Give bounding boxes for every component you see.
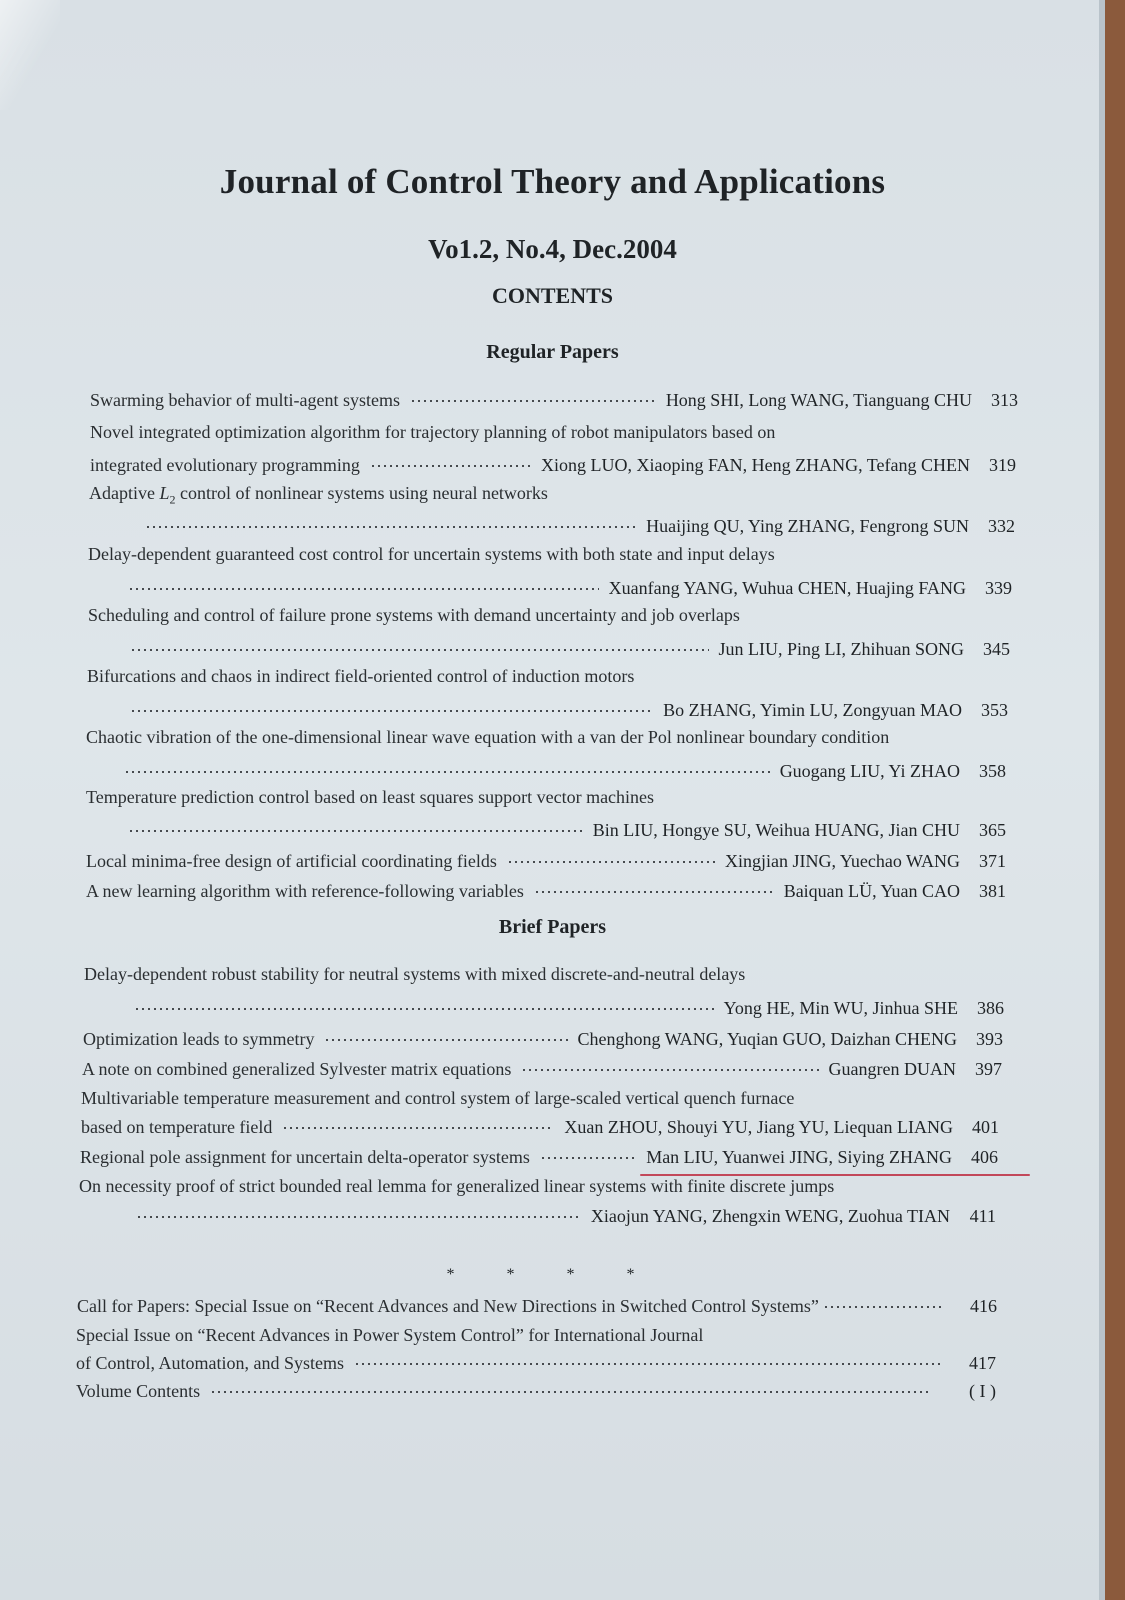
entry-page: 386 [977,998,1004,1018]
toc-entry [90,455,1016,476]
leader-dots [124,770,770,774]
entry-page: 332 [988,516,1015,536]
entry-authors: Yong HE, Min WU, Jinhua SHE [723,998,958,1018]
toc-entry [136,1206,996,1227]
leader-dots [134,1007,714,1011]
toc-entry [76,1353,996,1374]
leader-dots [145,525,636,529]
toc-entry-title-line [79,1176,834,1197]
entry-page: 393 [976,1029,1003,1049]
entry-page: ( I ) [969,1381,996,1401]
leader-dots [130,709,653,713]
toc-entry [128,820,1006,841]
entry-authors: Bin LIU, Hongye SU, Weihua HUANG, Jian CHU [592,820,960,840]
entry-page: 365 [979,820,1006,840]
entry-authors: Xiaojun YANG, Zhengxin WENG, Zuohua TIAN [590,1206,950,1226]
entry-title: A new learning algorithm with reference-following variables [86,881,524,901]
leader-dots [354,1362,940,1366]
toc-entry-title-line [86,787,654,808]
toc-entry-title-line [81,1088,794,1109]
entry-page: 411 [969,1206,996,1226]
toc-entry [76,1381,996,1402]
toc-entry [124,761,1006,782]
entry-title: Optimization leads to symmetry [83,1029,315,1049]
toc-entry [81,1117,999,1138]
entry-title: Scheduling and control of failure prone systems with demand uncertainty and job overlaps [88,605,740,625]
entry-title-continued: of Control, Automation, and Systems [76,1353,344,1373]
contents-heading: CONTENTS [491,283,614,308]
entry-page: 381 [979,881,1006,901]
toc-entry [145,516,1015,537]
leader-dots [521,1068,818,1072]
toc-entry [80,1147,998,1168]
entry-page: 416 [970,1296,997,1316]
entry-title-continued: based on temperature field [81,1117,273,1137]
entry-page: 417 [969,1353,996,1373]
entry-title: Swarming behavior of multi-agent systems [90,390,400,410]
toc-entry [82,1059,1002,1080]
journal-title: Journal of Control Theory and Applications [219,162,886,201]
leader-dots [370,464,531,468]
entry-page: 401 [972,1117,999,1137]
leader-dots [128,829,583,833]
entry-title: Volume Contents [76,1381,201,1401]
entry-title: Regional pole assignment for uncertain delta-operator systems [80,1147,530,1167]
toc-entry [90,390,1018,411]
entry-authors: Bo ZHANG, Yimin LU, Zongyuan MAO [663,700,962,720]
toc-entry [134,998,1004,1019]
leader-dots [130,648,709,652]
toc-entry-title-line [89,483,548,508]
leader-dots [136,1215,581,1219]
toc-entry-title-line [76,1325,703,1346]
toc-entry [86,851,1006,872]
leader-dots [823,1305,941,1309]
toc-entry [77,1296,997,1317]
entry-page: 358 [979,761,1006,781]
entry-title: Temperature prediction control based on least squares support vector machines [86,787,655,807]
toc-entry [130,700,1008,721]
entry-authors: Guangren DUAN [828,1059,956,1079]
entry-authors: Chenghong WANG, Yuqian GUO, Daizhan CHENG [577,1029,957,1049]
section-separator: * * * * [446,1266,659,1283]
entry-page: 345 [983,639,1010,659]
entry-title: On necessity proof of strict bounded real lemma for generalized linear systems with finite discrete jumps [79,1176,835,1196]
regular-papers-heading: Regular Papers [486,341,619,363]
entry-title: Multivariable temperature measurement and control system of large-scaled vertical quench furnace [81,1088,795,1108]
entry-authors: Xiong LUO, Xiaoping FAN, Heng ZHANG, Tefang CHEN [540,455,970,475]
toc-entry-title-line [87,666,634,687]
leader-dots [540,1156,636,1160]
entry-page: 371 [979,851,1006,871]
entry-title: Delay-dependent guaranteed cost control for uncertain systems with both state and input delays [88,544,775,564]
entry-title: Bifurcations and chaos in indirect field-oriented control of induction motors [87,666,635,686]
entry-title: Delay-dependent robust stability for neutral systems with mixed discrete-and-neutral delays [84,964,746,984]
entry-authors: Guogang LIU, Yi ZHAO [779,761,960,781]
entry-page: 406 [971,1147,998,1167]
entry-authors: Baiquan LÜ, Yuan CAO [783,881,960,901]
entry-title: Call for Papers: Special Issue on “Recent Advances and New Directions in Switched Control Systems” [77,1296,819,1316]
entry-title: Special Issue on “Recent Advances in Power System Control” for International Journal [76,1325,704,1345]
toc-entry [130,639,1010,660]
entry-authors: Xingjian JING, Yuechao WANG [725,851,960,871]
entry-page: 339 [985,578,1012,598]
toc-entry-title-line [84,964,745,985]
entry-title: Novel integrated optimization algorithm for trajectory planning of robot manipulators based on [90,422,776,442]
toc-entry-title-line [90,422,775,443]
entry-title: A note on combined generalized Sylvester matrix equations [82,1059,512,1079]
brief-papers-heading: Brief Papers [498,916,607,938]
toc-entry-title-line [88,544,775,565]
entry-authors: Xuanfang YANG, Wuhua CHEN, Huajing FANG [608,578,966,598]
entry-page: 397 [975,1059,1002,1079]
entry-page: 313 [991,390,1018,410]
toc-entry [86,881,1006,902]
entry-authors: Hong SHI, Long WANG, Tianguang CHU [665,390,972,410]
entry-authors: Xuan ZHOU, Shouyi YU, Jiang YU, Liequan LIANG [564,1117,953,1137]
entry-authors: Huaijing QU, Ying ZHANG, Fengrong SUN [646,516,969,536]
toc-entry [83,1029,1003,1050]
leader-dots [534,890,774,894]
entry-title: Local minima-free design of artificial coordinating fields [86,851,497,871]
entry-authors-underlined: Man LIU, Yuanwei JING, Siying ZHANG [646,1147,952,1167]
issue-line: Vo1.2, No.4, Dec.2004 [428,234,677,264]
toc-entry-title-line [88,605,740,626]
entry-page: 353 [981,700,1008,720]
entry-title: Chaotic vibration of the one-dimensional linear wave equation with a van der Pol nonlinear boundary condition [86,727,890,747]
entry-page: 319 [989,455,1016,475]
leader-dots [324,1038,567,1042]
leader-dots [210,1390,932,1394]
leader-dots [282,1126,554,1130]
entry-title: Adaptive $L_2$ control of nonlinear systems using neural networks [89,483,548,507]
leader-dots [128,587,599,591]
entry-title-continued: integrated evolutionary programming [90,455,360,475]
leader-dots [410,399,656,403]
toc-entry-title-line [86,727,889,748]
toc-entry [128,578,1012,599]
entry-authors: Jun LIU, Ping LI, Zhihuan SONG [718,639,964,659]
leader-dots [507,860,715,864]
